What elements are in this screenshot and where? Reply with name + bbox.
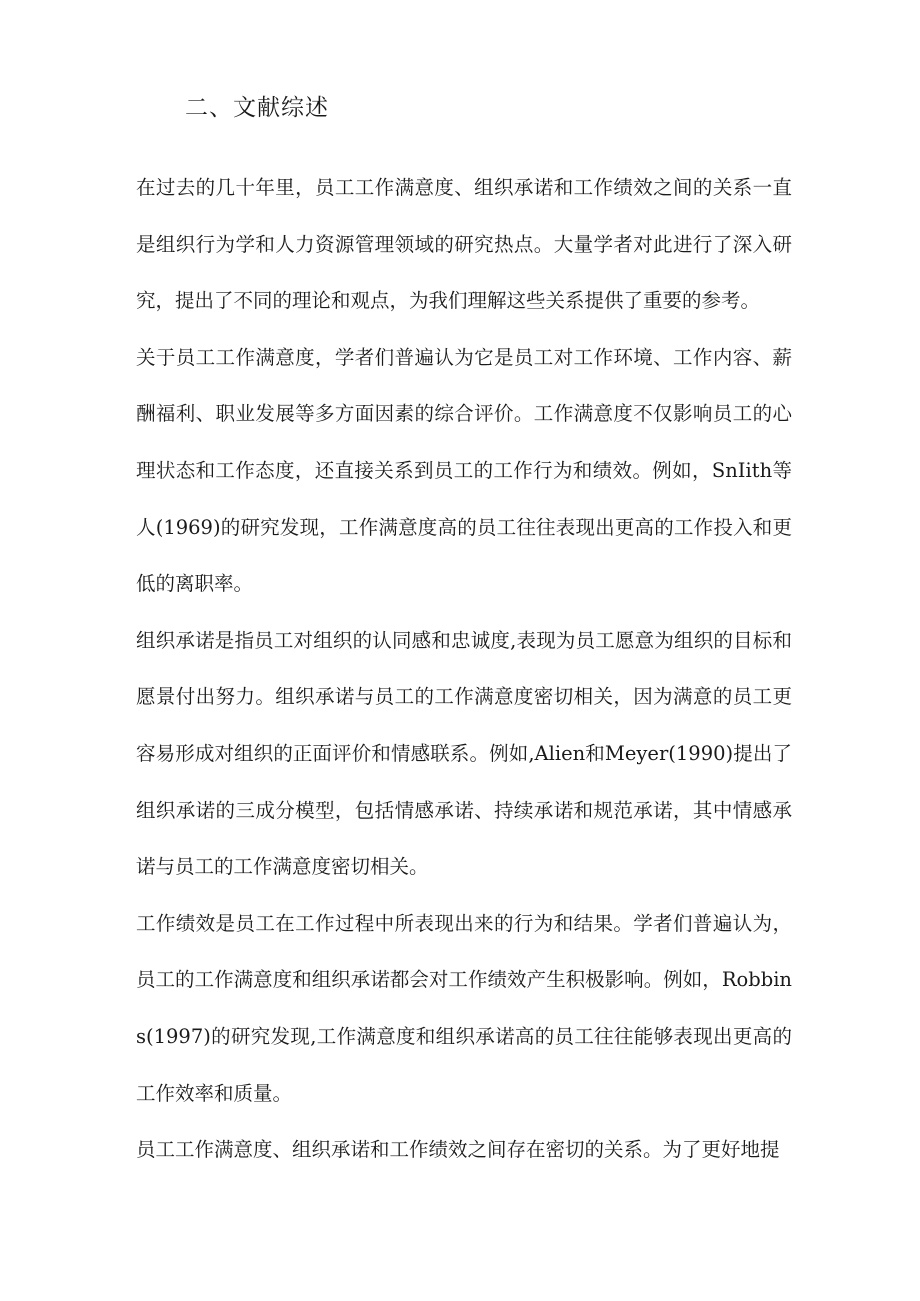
paragraph-overview: 在过去的几十年里，员工工作满意度、组织承诺和工作绩效之间的关系一直是组织行为学和人力资源管理领域的研究热点。大量学者对此进行了深入研究，提出了不同的理论和观点，为我们理解这些关系提供了重要的参考。 [136, 176, 792, 313]
paragraph-job-performance: 工作绩效是员工在工作过程中所表现出来的行为和结果。学者们普遍认为，员工的工作满意度和组织承诺都会对工作绩效产生积极影响。例如，Robbins(1997)的研究发现,工作满意度和组织承诺高的员工往往能够表现出更高的工作效率和质量。 [136, 911, 792, 1105]
paragraph-organizational-commitment: 组织承诺是指员工对组织的认同感和忠诚度,表现为员工愿意为组织的目标和愿景付出努力。组织承诺与员工的工作满意度密切相关，因为满意的员工更容易形成对组织的正面评价和情感联系。例如,Alien和Meyer(1990)提出了组织承诺的三成分模型，包括情感承诺、持续承诺和规范承诺，其中情感承诺与员工的工作满意度密切相关。 [136, 628, 792, 879]
paragraph-job-satisfaction: 关于员工工作满意度，学者们普遍认为它是员工对工作环境、工作内容、薪酬福利、职业发展等多方面因素的综合评价。工作满意度不仅影响员工的心理状态和工作态度，还直接关系到员工的工作行为和绩效。例如，SnIith等人(1969)的研究发现，工作满意度高的员工往往表现出更高的工作投入和更低的离职率。 [136, 345, 792, 596]
body-text [136, 160, 792, 1179]
section-heading: 二、文献综述 [185, 95, 329, 121]
paragraph-relationship: 员工工作满意度、组织承诺和工作绩效之间存在密切的关系。为了更好地提 [136, 1138, 780, 1162]
